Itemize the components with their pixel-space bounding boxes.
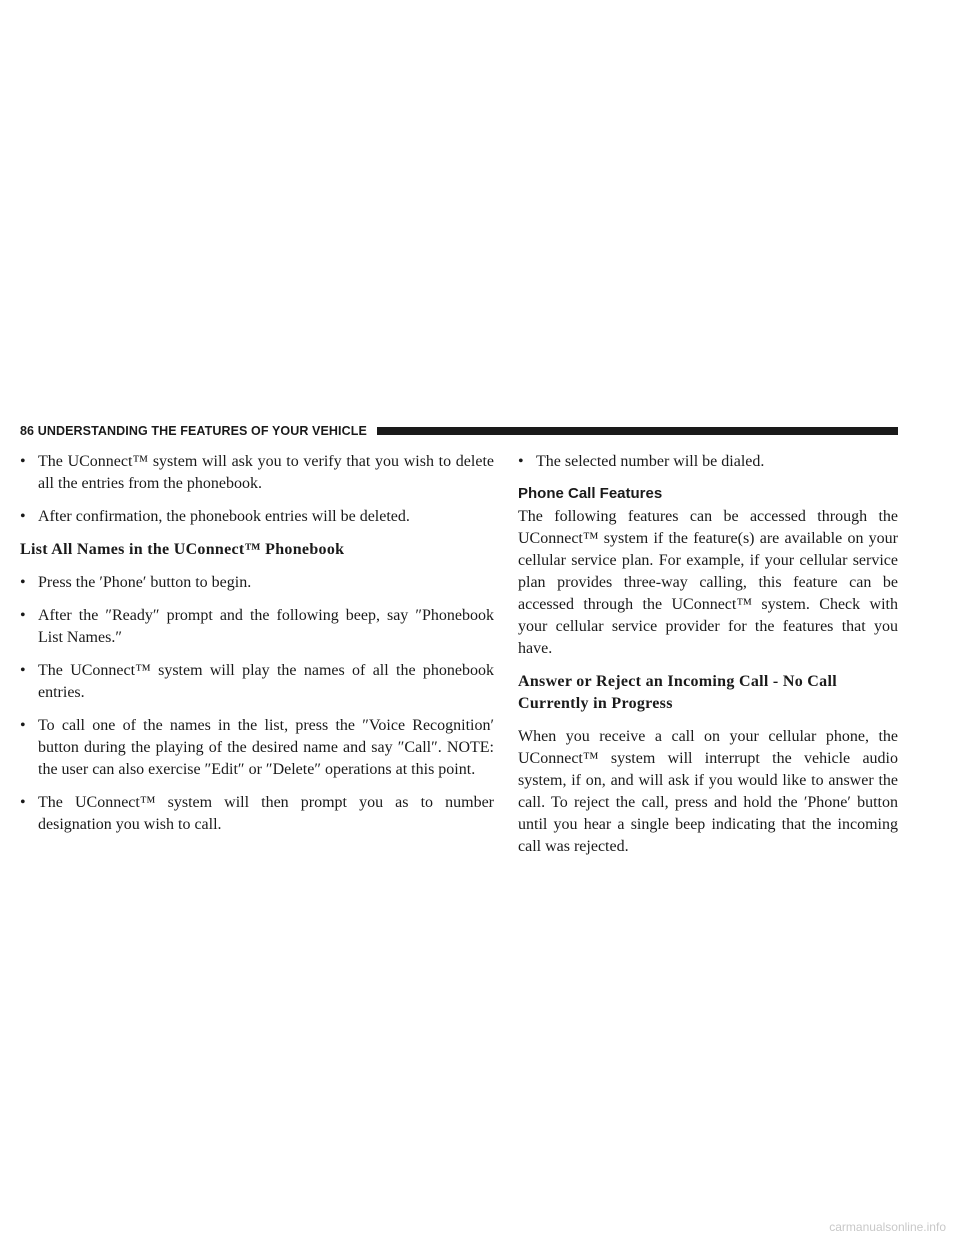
bullet-dot: • <box>20 607 26 624</box>
bullet-dot: • <box>518 453 524 470</box>
left-column <box>20 451 494 847</box>
bullet-item: • The selected number will be dialed. <box>518 451 898 473</box>
paragraph-phone-call-features: The following features can be accessed through the UConnect™ system if the feature(s) are available on your cellular service plan. For example, if your cellular service plan provides three-way calling, this feature can be accessed through the UConnect™ system. Check with your cellular service provider for the features that you have. <box>518 508 898 657</box>
bullet-dot: • <box>20 662 26 679</box>
section-heading-phone-call-features: Phone Call Features <box>518 485 663 502</box>
page-header <box>20 421 898 441</box>
paragraph-answer-reject: When you receive a call on your cellular phone, the UConnect™ system will interrupt the vehicle audio system, if on, and will ask if you would like to answer the call. To reject the call, press and hold the ′Phone′ button until you hear a single beep indicating that the incoming call was rejected. <box>518 728 898 855</box>
bullet-item: • The UConnect™ system will ask you to verify that you wish to delete all the entries from the phonebook. <box>20 453 494 492</box>
bullet-item: • After confirmation, the phonebook entries will be deleted. <box>20 506 494 528</box>
bullet-dot: • <box>20 794 26 811</box>
bullet-item: • Press the ′Phone′ button to begin. <box>20 572 494 594</box>
page-number: 86 <box>20 424 35 438</box>
section-heading-answer-reject: Answer or Reject an Incoming Call - No Call Currently in Progress <box>518 673 837 712</box>
section-heading-list-names: List All Names in the UConnect™ Phonebook <box>20 541 345 558</box>
watermark-text: carmanualsonline.info <box>829 1220 946 1234</box>
header-rule <box>377 427 898 435</box>
bullet-dot: • <box>20 574 26 591</box>
bullet-dot: • <box>20 717 26 734</box>
running-title: UNDERSTANDING THE FEATURES OF YOUR VEHICLE <box>37 424 367 438</box>
bullet-item: • After the ″Ready″ prompt and the following beep, say ″Phonebook List Names.″ <box>20 607 494 646</box>
bullet-dot: • <box>20 508 26 525</box>
bullet-item: • The UConnect™ system will then prompt you as to number designation you wish to call. <box>20 794 494 833</box>
right-column <box>518 451 898 869</box>
bullet-dot: • <box>20 453 26 470</box>
bullet-item: • To call one of the names in the list, press the ″Voice Recognition′ button during the playing of the desired name and say ″Call″. NOTE: the user can also exercise ″Edit″ or ″Delete″ operations at this point. <box>20 717 494 778</box>
bullet-item: • The UConnect™ system will play the names of all the phonebook entries. <box>20 662 494 701</box>
header-text <box>20 424 367 438</box>
